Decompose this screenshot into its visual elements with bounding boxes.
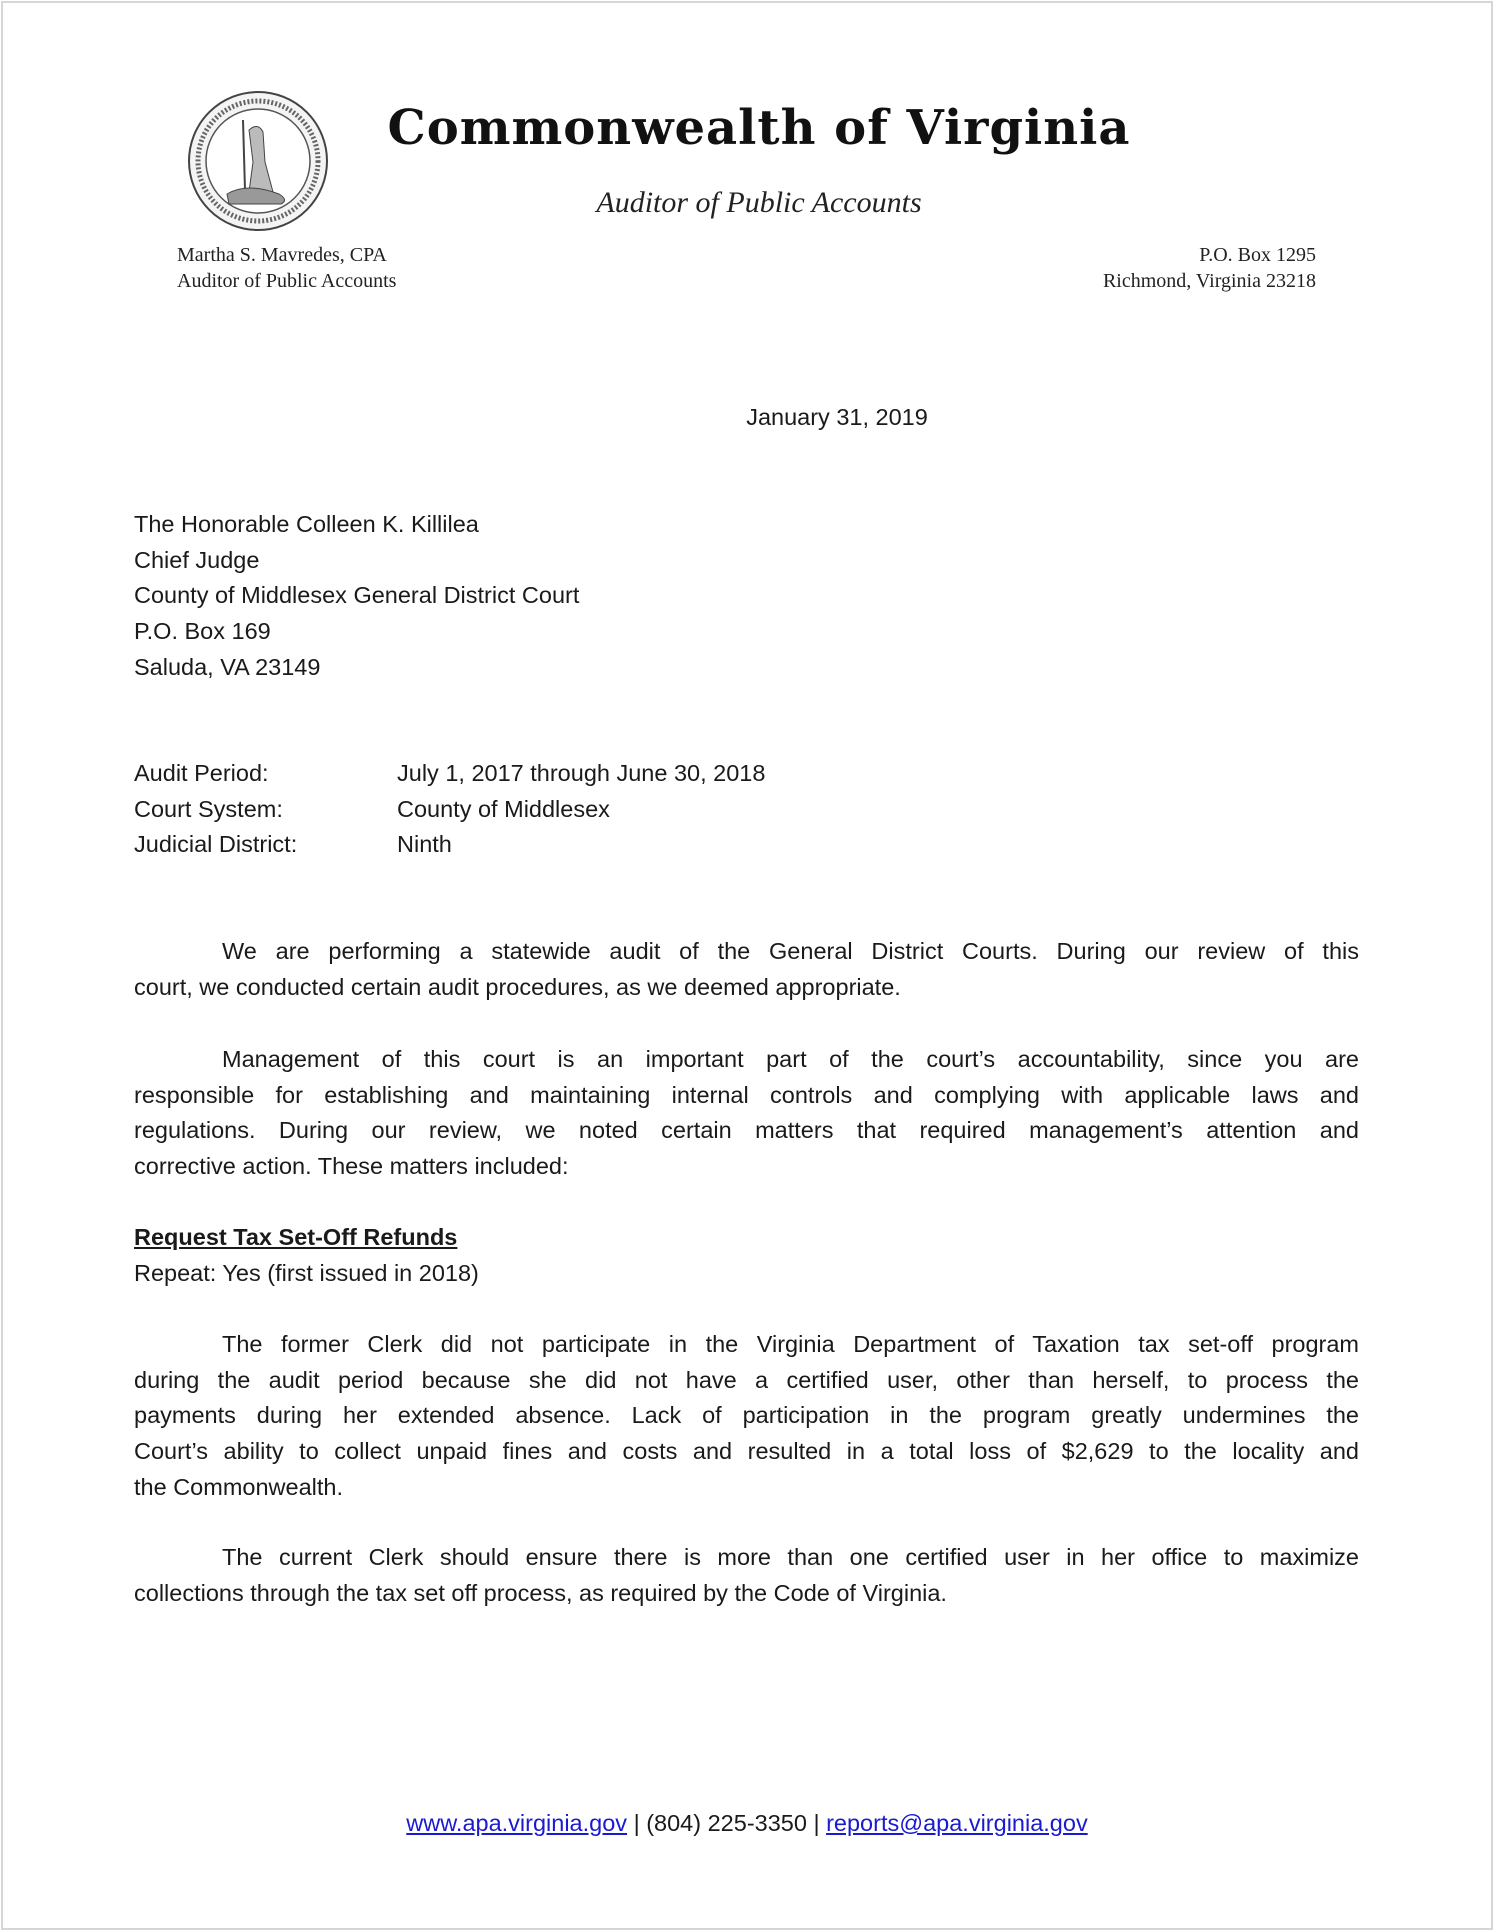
- mailing-address-block: [1103, 242, 1316, 294]
- text-line: The former Clerk did not participate in the Virginia Department of Taxation tax set-off program: [222, 1331, 1359, 1357]
- city-state: Richmond, Virginia 23218: [1102, 270, 1316, 292]
- footer-contact: [0, 1806, 1494, 1842]
- text-line: during the audit period because she did not have a certified user, other than herself, to process the: [134, 1366, 1359, 1393]
- letter-date: January 31, 2019: [746, 404, 928, 430]
- audit-details: [134, 756, 765, 863]
- text-line: court, we conducted certain audit procedures, as we deemed appropriate.: [134, 973, 901, 1000]
- phone-number: (804) 225-3350: [646, 1810, 807, 1836]
- separator: |: [806, 1810, 827, 1836]
- website-link[interactable]: www.apa.virginia.gov: [406, 1810, 628, 1836]
- audit-period-value: July 1, 2017 through June 30, 2018: [397, 760, 766, 786]
- text-line: We are performing a statewide audit of the General District Courts. During our review of this: [222, 938, 1359, 964]
- paragraph-intro: [134, 934, 1359, 1005]
- text-line: corrective action. These matters included:: [134, 1153, 569, 1180]
- separator: |: [627, 1810, 647, 1836]
- judicial-district-label: Judicial District:: [134, 831, 298, 858]
- address-line: Saluda, VA 23149: [134, 653, 321, 680]
- auditor-name: Martha S. Mavredes, CPA: [177, 244, 387, 266]
- text-line: the Commonwealth.: [134, 1473, 343, 1500]
- court-system-label: Court System:: [134, 795, 283, 822]
- text-line: Management of this court is an important part of the court’s accountability, since you are: [222, 1046, 1359, 1072]
- text-line: payments during her extended absence. Lack of participation in the program greatly undermines the: [134, 1402, 1359, 1429]
- judicial-district-value: Ninth: [397, 831, 452, 858]
- text-line: Court’s ability to collect unpaid fines and costs and resulted in a total loss of $2,629 to the locality and: [134, 1438, 1359, 1465]
- letterhead-subtitle: Auditor of Public Accounts: [596, 186, 922, 219]
- paragraph-finding: [134, 1327, 1359, 1506]
- paragraph-management: [134, 1042, 1359, 1185]
- auditor-title: Auditor of Public Accounts: [177, 270, 397, 292]
- audit-period-label: Audit Period:: [134, 760, 269, 786]
- finding-repeat: Repeat: Yes (first issued in 2018): [134, 1259, 479, 1286]
- email-link[interactable]: reports@apa.virginia.gov: [826, 1810, 1088, 1836]
- text-line: regulations. During our review, we noted certain matters that required management’s attention and: [134, 1117, 1359, 1144]
- address-line: Chief Judge: [134, 546, 260, 573]
- address-line: P.O. Box 169: [134, 618, 271, 645]
- finding-header: [134, 1220, 1359, 1291]
- po-box: P.O. Box 1295: [1199, 244, 1316, 266]
- recipient-address: [134, 507, 579, 686]
- court-system-value: County of Middlesex: [397, 795, 610, 822]
- text-line: collections through the tax set off process, as required by the Code of Virginia.: [134, 1579, 947, 1606]
- address-line: County of Middlesex General District Court: [134, 582, 580, 609]
- auditor-name-block: [177, 242, 396, 294]
- address-line: The Honorable Colleen K. Killilea: [134, 511, 479, 537]
- finding-title: Request Tax Set-Off Refunds: [134, 1224, 458, 1250]
- paragraph-recommendation: [134, 1540, 1359, 1611]
- letterhead-title: Commonwealth of Virginia: [387, 100, 1131, 156]
- text-line: The current Clerk should ensure there is more than one certified user in her office to maximize: [222, 1544, 1359, 1570]
- text-line: responsible for establishing and maintaining internal controls and complying with applicable laws and: [134, 1081, 1359, 1108]
